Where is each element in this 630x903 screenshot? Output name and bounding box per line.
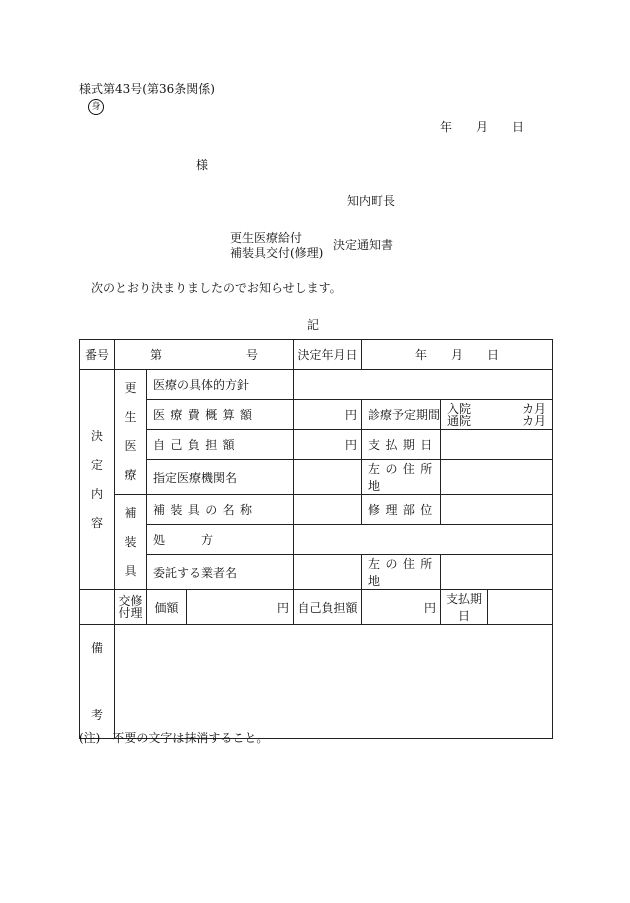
table-row [80,555,553,590]
jiko-futan2-label: 自己負担額 [294,590,362,625]
hosougu-name-value [294,495,362,525]
kakaku-label: 価額 [147,590,187,625]
table-row [80,525,553,555]
hidari-juusho-label-2: 左の住所地 [362,555,441,590]
jiko-futan-label: 自己負担額 [147,430,294,460]
decision-table [79,339,553,739]
title-line1: 更生医療給付 [230,231,303,245]
kakaku-yen: 円 [187,590,294,625]
hidari-juusho-value [441,460,553,495]
shiharai-kijitsu-value [441,430,553,460]
hosougu-name-label: 補装具の名称 [147,495,294,525]
jiko-futan2-yen: 円 [362,590,441,625]
table-row [80,340,553,370]
table-row [80,495,553,525]
table-row [80,370,553,400]
title-line2: 補装具交付(修理) [230,246,324,260]
section-kettei: 決 定 内 容 [80,370,115,590]
iryou-houshin-value [294,370,553,400]
table-row [80,400,553,430]
issuer-name: 知内町長 [347,194,396,208]
itaku-gyousha-value [294,555,362,590]
shiharai-kijitsu2-label: 支払期日 [441,590,488,625]
shitei-kikan-value [294,460,362,495]
date-line: 年 月 日 [440,120,525,134]
hospital-period: 入院 カ月 通院 カ月 [441,400,553,430]
disability-seal-icon: 身 [88,99,104,115]
addressee-suffix: 様 [196,158,209,172]
section-kousei: 更 生 医 療 [115,370,147,495]
shohou-value [294,525,553,555]
bikou-label: 備 考 [80,625,115,739]
shiharai-kijitsu-label: 支払期日 [362,430,441,460]
number-field [115,340,294,370]
jiko-futan-yen: 円 [294,430,362,460]
intro-text: 次のとおり決まりましたのでお知らせします。 [91,281,342,295]
footnote: (注) 不要の文字は抹消すること。 [79,731,269,745]
iryouhi-label: 医療費概算額 [147,400,294,430]
gou-label: 号 [246,348,259,362]
shiharai-kijitsu2-value [488,590,553,625]
hidari-juusho-label: 左の住所地 [362,460,441,495]
iryouhi-yen: 円 [294,400,362,430]
kettei-date-label: 決定年月日 [294,340,362,370]
shohou-label: 処 方 [147,525,294,555]
koushu-label: 交修 付理 [115,590,147,625]
date-value: 年 月 日 [362,340,553,370]
table-row [80,625,553,739]
section-hosougu: 補 装 具 [115,495,147,590]
shinryou-kikan-label: 診療予定期間 [362,400,441,430]
itaku-gyousha-label: 委託する業者名 [147,555,294,590]
bikou-value [115,625,553,739]
table-row [80,590,553,625]
table-row [80,460,553,495]
shitei-kikan-label: 指定医療機関名 [147,460,294,495]
table-row [80,430,553,460]
dai-label: 第 [150,348,163,362]
bangou-label: 番号 [80,340,115,370]
ki-label: 記 [307,318,320,332]
hidari-juusho-value-2 [441,555,553,590]
shuuri-bui-label: 修理部位 [362,495,441,525]
shuuri-bui-value [441,495,553,525]
blank-cell [80,590,115,625]
title-main: 決定通知書 [333,238,394,252]
form-number: 様式第43号(第36条関係) [79,82,215,96]
iryou-houshin-label: 医療の具体的方針 [147,370,294,400]
